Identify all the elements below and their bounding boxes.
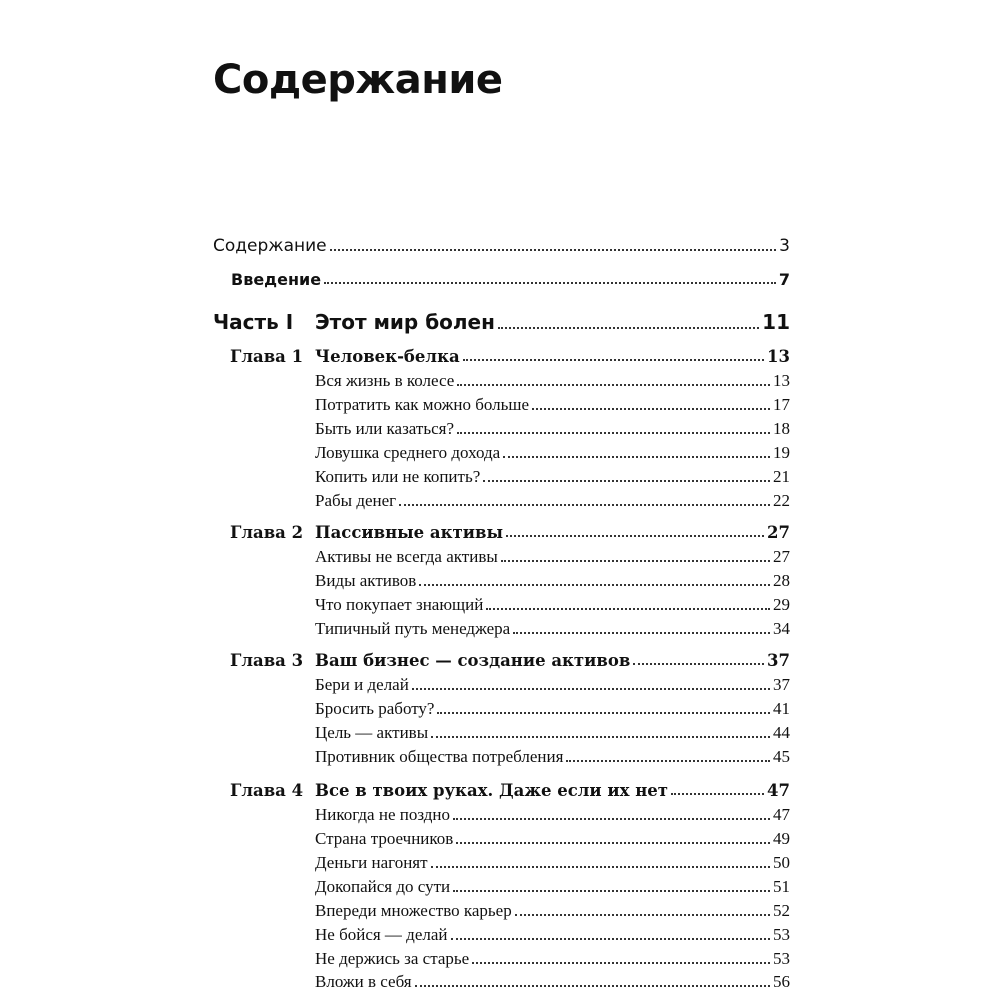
leader-dots: [412, 688, 770, 690]
toc-section[interactable]: [315, 547, 790, 567]
section-title: Деньги нагонят: [315, 853, 428, 872]
chapter-page: 37: [767, 651, 790, 670]
section-page: 50: [773, 853, 790, 872]
section-page: 18: [773, 419, 790, 438]
leader-dots: [483, 480, 770, 482]
leader-dots: [457, 384, 770, 386]
leader-dots: [498, 327, 759, 329]
leader-dots: [463, 359, 764, 361]
toc-section[interactable]: [315, 723, 790, 743]
section-page: 28: [773, 571, 790, 590]
section-title: Вложи в себя: [315, 972, 412, 991]
section-page: 56: [773, 972, 790, 991]
leader-dots: [486, 608, 770, 610]
section-page: 53: [773, 925, 790, 944]
section-page: 17: [773, 395, 790, 414]
leader-dots: [453, 890, 770, 892]
section-page: 45: [773, 747, 790, 766]
section-title: Копить или не копить?: [315, 467, 481, 486]
section-title: Противник общества потребления: [315, 747, 564, 766]
section-title: Типичный путь менеджера: [315, 619, 511, 638]
toc-section[interactable]: [315, 901, 790, 921]
section-title: Страна троечников: [315, 829, 454, 848]
toc-section[interactable]: [315, 371, 790, 391]
section-title: Потратить как можно больше: [315, 395, 530, 414]
section-title: Цель — активы: [315, 723, 429, 742]
section-title: Впереди множество карьер: [315, 901, 512, 920]
section-page: 41: [773, 699, 790, 718]
toc-section[interactable]: [315, 595, 790, 615]
toc-part-1[interactable]: [315, 310, 790, 334]
chapter-title: Все в твоих руках. Даже если их нет: [315, 781, 669, 800]
toc-section[interactable]: [315, 395, 790, 415]
section-page: 51: [773, 877, 790, 896]
leader-dots: [503, 456, 770, 458]
section-title: Бросить работу?: [315, 699, 435, 718]
toc-section[interactable]: [315, 419, 790, 439]
leader-dots: [566, 760, 770, 762]
leader-dots: [456, 842, 770, 844]
section-title: Не держись за старье: [315, 949, 470, 968]
toc-entry-page: 7: [778, 270, 790, 289]
section-page: 19: [773, 443, 790, 462]
chapter-label: Глава 2: [230, 523, 304, 542]
leader-dots: [472, 962, 770, 964]
leader-dots: [513, 632, 770, 634]
toc-section[interactable]: [315, 467, 790, 487]
toc-section[interactable]: [315, 443, 790, 463]
section-page: 21: [773, 467, 790, 486]
toc-section[interactable]: [315, 925, 790, 945]
section-title: Докопайся до сути: [315, 877, 451, 896]
leader-dots: [671, 793, 764, 795]
section-title: Виды активов: [315, 571, 417, 590]
toc-section[interactable]: [315, 949, 790, 969]
leader-dots: [451, 938, 770, 940]
chapter-title: Пассивные активы: [315, 523, 504, 542]
chapter-label: Глава 4: [230, 781, 304, 800]
section-page: 49: [773, 829, 790, 848]
section-page: 52: [773, 901, 790, 920]
part-label: Часть I: [213, 310, 294, 334]
part-page: 11: [762, 310, 790, 334]
leader-dots: [437, 712, 770, 714]
chapter-label: Глава 3: [230, 651, 304, 670]
chapter-page: 27: [767, 523, 790, 542]
toc-section[interactable]: [315, 699, 790, 719]
section-title: Активы не всегда активы: [315, 547, 498, 566]
section-page: 13: [773, 371, 790, 390]
leader-dots: [532, 408, 770, 410]
leader-dots: [506, 535, 764, 537]
leader-dots: [415, 985, 770, 987]
toc-section[interactable]: [315, 619, 790, 639]
toc-section[interactable]: [315, 675, 790, 695]
section-page: 37: [773, 675, 790, 694]
section-title: Вся жизнь в колесе: [315, 371, 455, 390]
section-title: Что покупает знающий: [315, 595, 484, 614]
toc-section[interactable]: [315, 571, 790, 591]
leader-dots: [324, 282, 776, 284]
leader-dots: [633, 663, 764, 665]
toc-section[interactable]: [315, 805, 790, 825]
toc-entry-contents[interactable]: [213, 236, 790, 256]
leader-dots: [419, 584, 770, 586]
toc-section[interactable]: [315, 829, 790, 849]
leader-dots: [515, 914, 770, 916]
toc-entry-introduction[interactable]: [231, 270, 790, 289]
section-title: Не бойся — делай: [315, 925, 448, 944]
toc-section[interactable]: [315, 747, 790, 767]
section-page: 47: [773, 805, 790, 824]
chapter-page: 47: [767, 781, 790, 800]
page-title: Содержание: [213, 57, 503, 103]
toc-entry-title: Содержание: [213, 236, 327, 256]
leader-dots: [330, 249, 777, 251]
toc-section[interactable]: [315, 491, 790, 511]
leader-dots: [501, 560, 770, 562]
section-title: Быть или казаться?: [315, 419, 455, 438]
leader-dots: [453, 818, 770, 820]
leader-dots: [431, 866, 770, 868]
section-title: Никогда не поздно: [315, 805, 450, 824]
toc-chapter-3[interactable]: [315, 651, 790, 670]
toc-chapter-1[interactable]: [315, 347, 790, 366]
chapter-title: Ваш бизнес — создание активов: [315, 651, 631, 670]
section-page: 27: [773, 547, 790, 566]
section-title: Ловушка среднего дохода: [315, 443, 501, 462]
toc-chapter-4[interactable]: [315, 781, 790, 800]
section-title: Бери и делай: [315, 675, 409, 694]
leader-dots: [399, 504, 770, 506]
toc-entry-title: Введение: [231, 270, 322, 289]
leader-dots: [457, 432, 770, 434]
toc-entry-page: 3: [779, 236, 790, 256]
section-page: 29: [773, 595, 790, 614]
toc-section[interactable]: [315, 877, 790, 897]
leader-dots: [431, 736, 770, 738]
section-page: 53: [773, 949, 790, 968]
toc-chapter-2[interactable]: [315, 523, 790, 542]
section-page: 22: [773, 491, 790, 510]
part-title: Этот мир болен: [315, 310, 495, 334]
section-page: 44: [773, 723, 790, 742]
chapter-title: Человек-белка: [315, 347, 460, 366]
section-page: 34: [773, 619, 790, 638]
toc-section[interactable]: [315, 972, 790, 992]
chapter-label: Глава 1: [230, 347, 304, 366]
toc-section[interactable]: [315, 853, 790, 873]
section-title: Рабы денег: [315, 491, 397, 510]
chapter-page: 13: [767, 347, 790, 366]
